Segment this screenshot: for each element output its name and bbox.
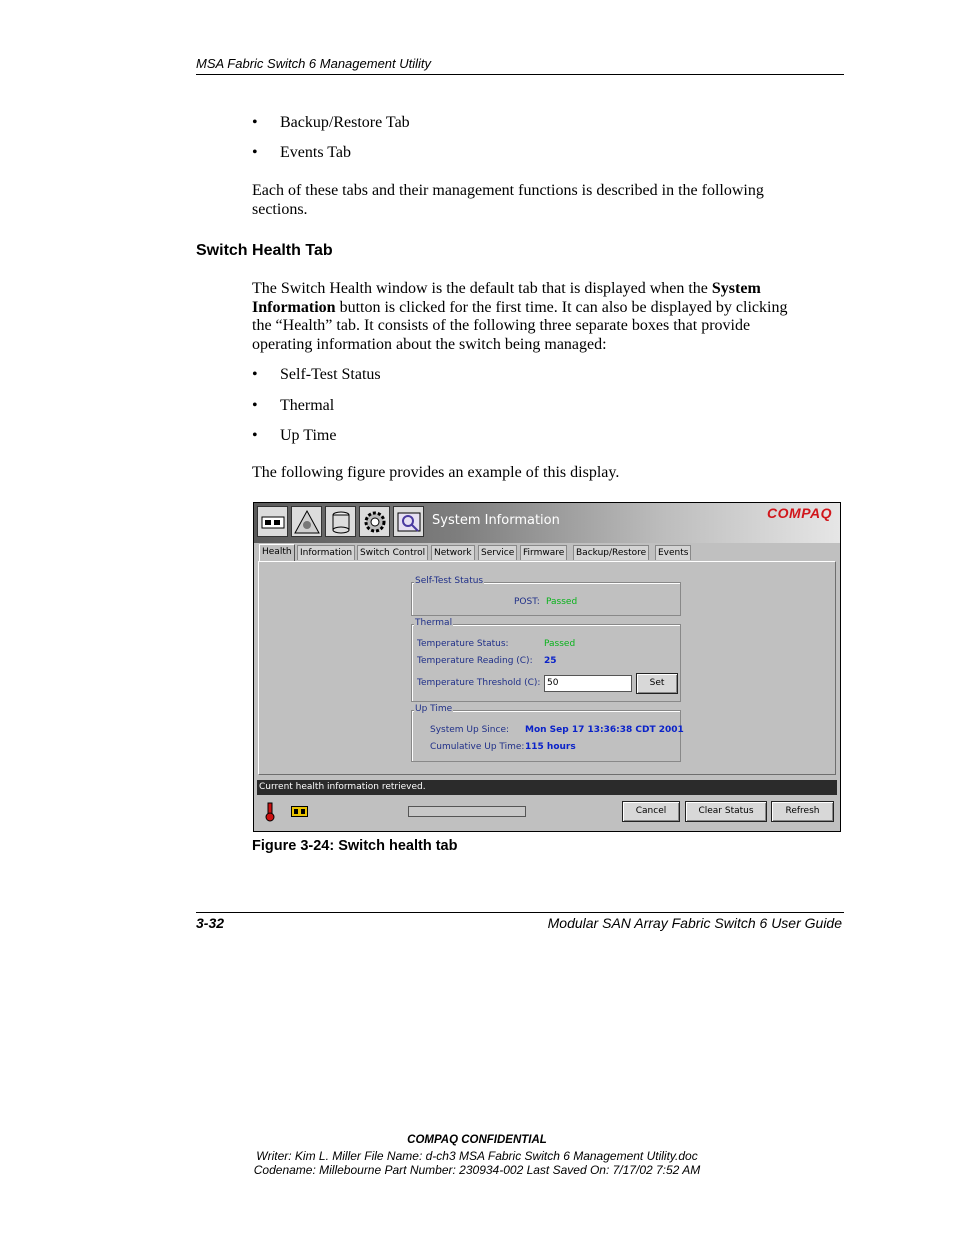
temperature-status-value: Passed [544, 639, 576, 649]
switch-status-icon [291, 806, 309, 818]
tab-information[interactable]: Information [297, 545, 355, 560]
cumulative-up-time-value: 115 hours [525, 742, 576, 752]
confidential-notice: COMPAQ CONFIDENTIAL [407, 1134, 547, 1146]
up-time-group [411, 704, 684, 762]
temperature-threshold-input[interactable]: 50 [544, 675, 632, 692]
paragraph: The following figure provides an example of this display. [252, 464, 620, 481]
page-number: 3-32 [196, 915, 225, 931]
group-title: Up Time [415, 704, 453, 714]
temperature-status-label: Temperature Status: [417, 639, 509, 649]
thermal-group [411, 618, 681, 702]
database-icon[interactable] [325, 506, 356, 537]
post-value: Passed [546, 597, 578, 607]
cancel-button[interactable]: Cancel [622, 801, 680, 822]
figure-caption: Figure 3-24: Switch health tab [252, 838, 458, 854]
fabric-icon[interactable] [291, 506, 322, 537]
section-title: Switch Health Tab [196, 242, 333, 259]
list-item: • Events Tab [252, 144, 352, 161]
thermometer-icon [264, 802, 276, 822]
tab-network[interactable]: Network [431, 545, 475, 560]
window-title: System Information [432, 513, 560, 528]
refresh-button[interactable]: Refresh [771, 801, 834, 822]
writer-info: Writer: Kim L. Miller File Name: d-ch3 MSA Fabric Switch 6 Management Utility.doc [256, 1149, 698, 1163]
list-item: • Up Time [252, 427, 337, 444]
tab-backup-restore[interactable]: Backup/Restore [573, 545, 649, 560]
tab-service[interactable]: Service [478, 545, 517, 560]
group-title: Self-Test Status [415, 576, 484, 586]
health-panel [258, 561, 836, 775]
post-label: POST: [514, 597, 540, 607]
tab-firmware[interactable]: Firmware [520, 545, 567, 560]
progress-bar [408, 806, 526, 817]
header-rule [196, 74, 844, 75]
tab-health[interactable]: Health [259, 544, 295, 561]
footer-rule [196, 912, 844, 913]
running-header: MSA Fabric Switch 6 Management Utility [196, 56, 432, 71]
self-test-status-group [411, 576, 681, 616]
paragraph: Each of these tabs and their management functions is described in the following sections. [252, 182, 764, 218]
list-item: • Thermal [252, 397, 335, 414]
tab-switch-control[interactable]: Switch Control [357, 545, 428, 560]
list-item: • Self-Test Status [252, 366, 381, 383]
guide-title: Modular SAN Array Fabric Switch 6 User Guide [547, 915, 842, 931]
temperature-reading-label: Temperature Reading (C): [417, 656, 533, 666]
gear-icon[interactable] [359, 506, 390, 537]
figure-screenshot [253, 502, 841, 832]
system-up-since-value: Mon Sep 17 13:36:38 CDT 2001 [525, 725, 684, 735]
system-information-icon[interactable] [393, 506, 424, 537]
switch-icon[interactable] [257, 506, 288, 537]
clear-status-button[interactable]: Clear Status [685, 801, 767, 822]
system-up-since-label: System Up Since: [430, 725, 510, 735]
toolbar [254, 503, 840, 543]
tab-events[interactable]: Events [655, 545, 691, 560]
temperature-threshold-label: Temperature Threshold (C): [417, 678, 541, 688]
group-title: Thermal [415, 618, 453, 628]
set-button[interactable]: Set [636, 673, 678, 694]
codename-info: Codename: Millebourne Part Number: 230934-002 Last Saved On: 7/17/02 7:52 AM [253, 1163, 701, 1177]
temperature-reading-value: 25 [544, 656, 557, 666]
paragraph: The Switch Health window is the default tab that is displayed when the System Information button is clicked for the first time. It can also be displayed by clicking the “Health” tab. It consists of the following three separate boxes that provide operating information about the switch being managed: [252, 280, 788, 353]
status-bar: Current health information retrieved. [257, 780, 837, 795]
list-item: • Backup/Restore Tab [252, 114, 410, 131]
compaq-logo: COMPAQ [767, 505, 832, 521]
cumulative-up-time-label: Cumulative Up Time: [430, 742, 525, 752]
